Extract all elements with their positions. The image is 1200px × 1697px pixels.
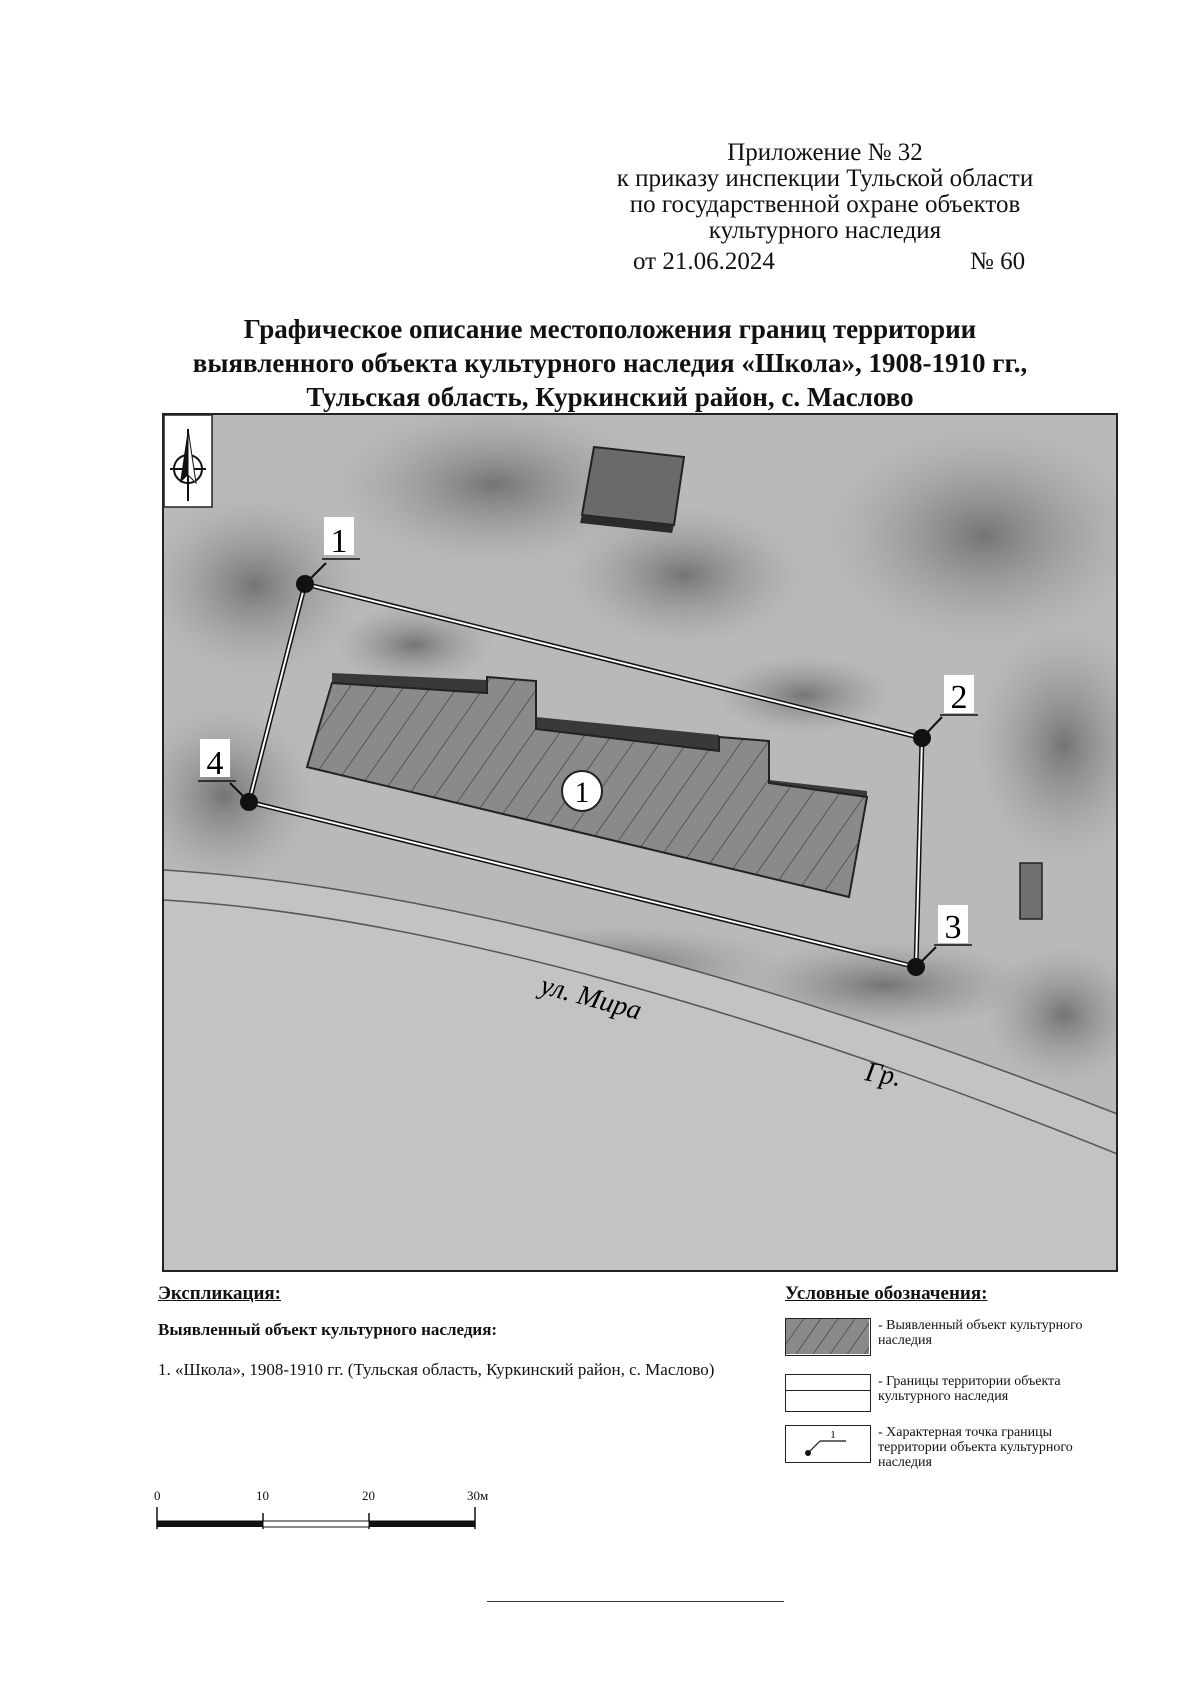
title-line-2: выявленного объекта культурного наследия «Школа», 1908-1910 гг., bbox=[192, 348, 1028, 378]
order-date: от 21.06.2024 bbox=[633, 248, 775, 275]
annex-block bbox=[560, 140, 1090, 244]
small-building bbox=[1020, 863, 1042, 919]
legend-point-sample: 1 bbox=[830, 1429, 836, 1441]
map-canvas bbox=[164, 415, 1118, 1272]
north-arrow-icon bbox=[164, 415, 212, 507]
footer-rule bbox=[487, 1601, 784, 1602]
map-frame bbox=[162, 413, 1118, 1272]
point-label-1: 1 bbox=[330, 523, 348, 560]
legend-object-swatch bbox=[785, 1318, 871, 1356]
explication-subheading: Выявленный объект культурного наследия: bbox=[158, 1320, 498, 1339]
street-label: ул. Мира bbox=[537, 969, 645, 1027]
scale-label-20: 20 bbox=[362, 1488, 375, 1503]
title-line-1: Графическое описание местоположения границ территории bbox=[243, 314, 977, 344]
scale-bar bbox=[155, 1505, 495, 1535]
order-number: № 60 bbox=[970, 248, 1026, 275]
document-title bbox=[120, 312, 1100, 414]
legend-item-3: - Характерная точка границы территории объекта культурного наследия bbox=[878, 1425, 1073, 1470]
point-label-4: 4 bbox=[206, 745, 224, 782]
legend-item-1: - Выявленный объект культурного наследия bbox=[878, 1318, 1083, 1348]
point-label-3: 3 bbox=[944, 909, 962, 946]
annex-line-4: культурного наследия bbox=[708, 217, 942, 244]
legend-boundary-swatch bbox=[785, 1374, 871, 1412]
legend-heading: Условные обозначения: bbox=[785, 1283, 988, 1304]
point-label-2: 2 bbox=[950, 679, 968, 716]
boundary-label: Гр. bbox=[862, 1056, 904, 1094]
object-number: 1 bbox=[574, 776, 590, 809]
scale-label-30: 30м bbox=[467, 1488, 489, 1503]
neighbor-building bbox=[580, 447, 684, 533]
legend-point-swatch bbox=[785, 1425, 871, 1463]
legend-item-2: - Границы территории объекта культурного наследия bbox=[878, 1374, 1061, 1404]
scale-label-0: 0 bbox=[154, 1488, 161, 1503]
title-line-3: Тульская область, Куркинский район, с. Маслово bbox=[306, 382, 914, 412]
annex-line-1: Приложение № 32 bbox=[727, 139, 923, 166]
annex-line-3: по государственной охране объектов bbox=[629, 191, 1021, 218]
scale-label-10: 10 bbox=[256, 1488, 269, 1503]
explication-heading: Экспликация: bbox=[158, 1283, 282, 1304]
annex-line-2: к приказу инспекции Тульской области bbox=[616, 165, 1034, 192]
explication-item-1: 1. «Школа», 1908-1910 гг. (Тульская область, Куркинский район, с. Маслово) bbox=[158, 1360, 715, 1379]
